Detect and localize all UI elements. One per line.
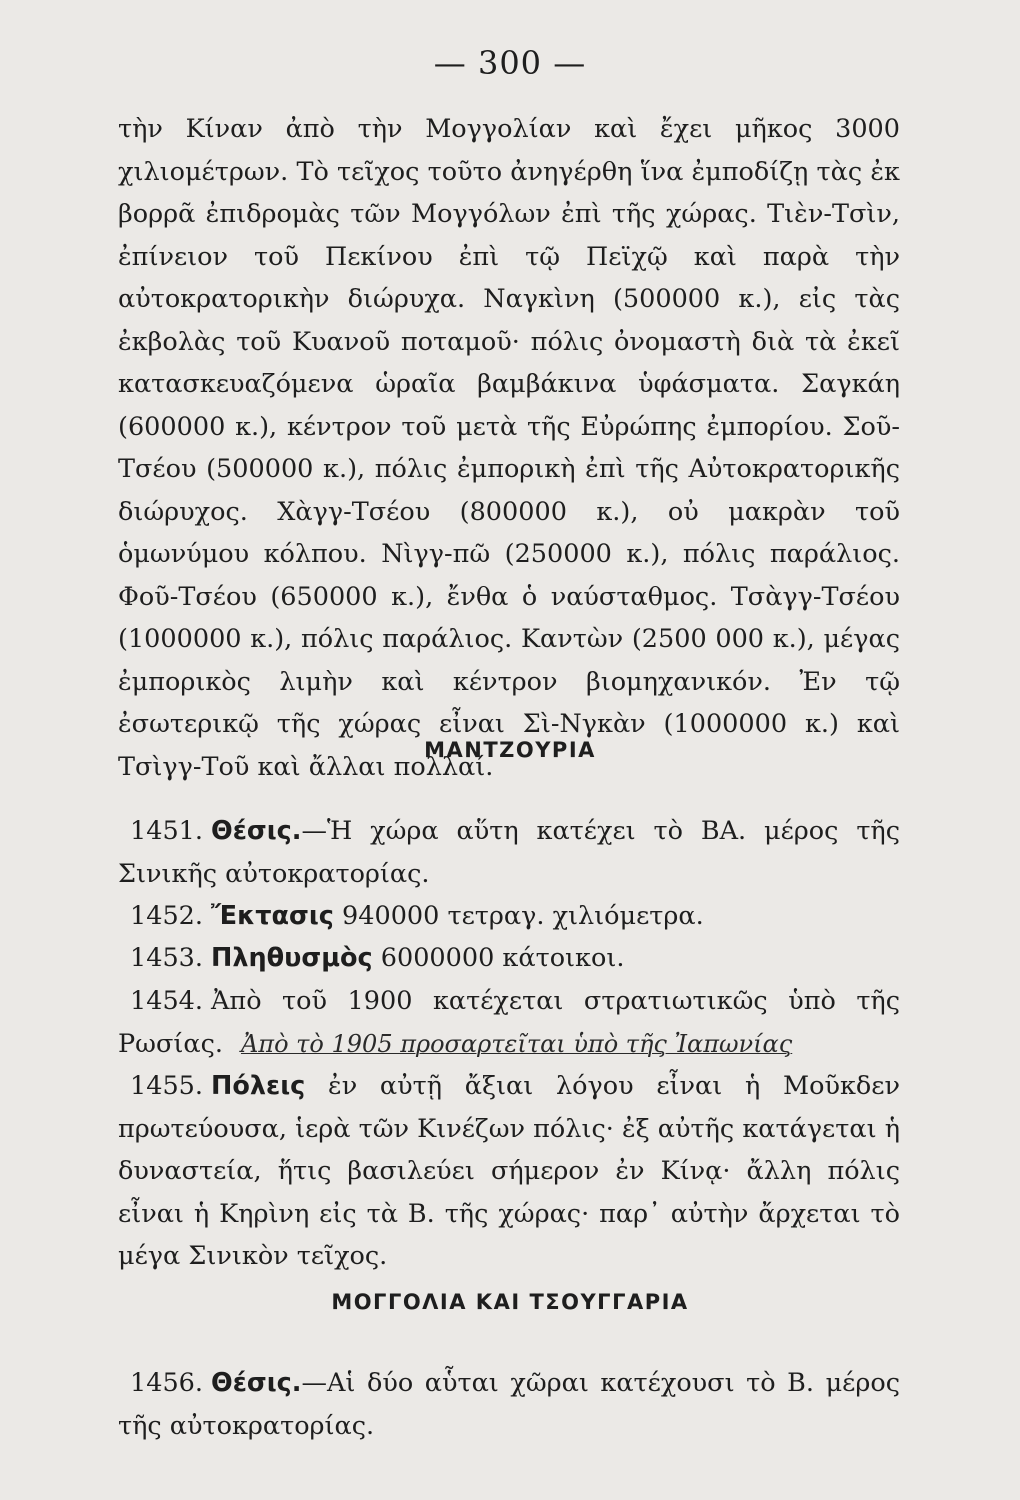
entry-text: 6000000 κάτοικοι. <box>372 943 625 973</box>
entry-term: Θέσις. <box>211 1368 302 1398</box>
entry-1451 <box>118 810 900 895</box>
entry-number: 1455. <box>130 1071 204 1101</box>
section-heading-mongolia: ΜΟΓΓΟΛΙΑ ΚΑΙ ΤΣΟΥΓΓΑΡΙΑ <box>331 1290 689 1314</box>
entry-term: Πόλεις <box>211 1071 306 1101</box>
entry-term: Ἔκτασις <box>211 901 334 931</box>
entry-text: ἐν αὐτῇ ἄξιαι λόγου εἶναι ἡ Μοῦκδεν πρωτεύουσα, ἱερὰ τῶν Κινέζων πόλις· ἐξ αὐτῆς κατάγεται ἡ δυναστεία, ἥτις βασιλεύει σήμερον ἐν Κίνᾳ· ἄλλη πόλις εἶναι ἡ Κηρὶνη εἰς τὰ Β. τῆς χώρας· παρ᾽ αὐτὴν ἄρχεται τὸ μέγα Σινικὸν τεῖχος. <box>118 1071 900 1271</box>
entry-number: 1454. <box>130 986 204 1016</box>
entry-number: 1456. <box>130 1368 204 1398</box>
entry-number: 1451. <box>130 816 204 846</box>
page-number: — 300 — <box>433 44 587 82</box>
entry-text: —Ἡ χώρα αὕτη κατέχει τὸ ΒΑ. μέρος τῆς Σινικῆς αὐτοκρατορίας. <box>118 816 900 889</box>
entry-1452 <box>118 895 900 938</box>
entry-text: —Αἱ δύο αὗται χῶραι κατέχουσι τὸ Β. μέρος τῆς αὐτοκρατορίας. <box>118 1368 900 1441</box>
entry-1456 <box>118 1362 900 1447</box>
entry-1454 <box>118 980 900 1065</box>
entry-1455 <box>118 1065 900 1278</box>
handwritten-annotation: Ἀπὸ τὸ 1905 προσαρτεῖται ὑπὸ τῆς Ἰαπωνίας <box>240 1029 793 1058</box>
entry-number: 1452. <box>130 901 204 931</box>
entry-term: Θέσις. <box>211 816 302 846</box>
china-cities-paragraph: τὴν Κίναν ἀπὸ τὴν Μογγολίαν καὶ ἔχει μῆκος 3000 χιλιομέτρων. Τὸ τεῖχος τοῦτο ἀνηγέρθη ἵνα ἐμποδίζῃ τὰς ἐκ βορρᾶ ἐπιδρομὰς τῶν Μογγόλων ἐπὶ τῆς χώρας. Τιὲν-Τσὶν, ἐπίνειον τοῦ Πεκίνου ἐπὶ τῷ Πεϊχῷ καὶ παρὰ τὴν αὐτοκρατορικὴν διώρυχα. Ναγκὶνη (500000 κ.), εἰς τὰς ἐκβολὰς τοῦ Κυανοῦ ποταμοῦ· πόλις ὀνομαστὴ διὰ τὰ ἐκεῖ κατασκευαζόμενα ὡραῖα βαμβάκινα ὑφάσματα. Σαγκάη (600000 κ.), κέντρον τοῦ μετὰ τῆς Εὐρώπης ἐμπορίου. Σοῦ-Τσέου (500000 κ.), πόλις ἐμπορικὴ ἐπὶ τῆς Αὐτοκρατορικῆς διώρυχος. Χὰγγ-Τσέου (800000 κ.), οὐ μακρὰν τοῦ ὁμωνύμου κόλπου. Νὶγγ-πῶ (250000 κ.), πόλις παράλιος. Φοῦ-Τσέου (650000 κ.), ἔνθα ὁ ναύσταθμος. Τσὰγγ-Τσέου (1000000 κ.), πόλις παράλιος. Καντὼν (2500 000 κ.), μέγας ἐμπορικὸς λιμὴν καὶ κέντρον βιομηχανικόν. Ἐν τῷ ἐσωτερικῷ τῆς χώρας εἶναι Σὶ-Νγκὰν (1000000 κ.) καὶ Τσὶγγ-Τοῦ καὶ ἄλλαι πολλαί. <box>118 114 900 782</box>
entry-text: 940000 τετραγ. χιλιόμετρα. <box>333 901 704 931</box>
entry-text: Ἀπὸ τοῦ 1900 κατέχεται στρατιωτικῶς ὑπὸ τῆς Ρωσίας. <box>118 986 900 1059</box>
entry-number: 1453. <box>130 943 204 973</box>
section-heading-manchuria: ΜΑΝΤΖΟΥΡΙΑ <box>424 738 596 762</box>
entry-term: Πληθυσμὸς <box>211 943 373 973</box>
entry-1453 <box>118 937 900 980</box>
